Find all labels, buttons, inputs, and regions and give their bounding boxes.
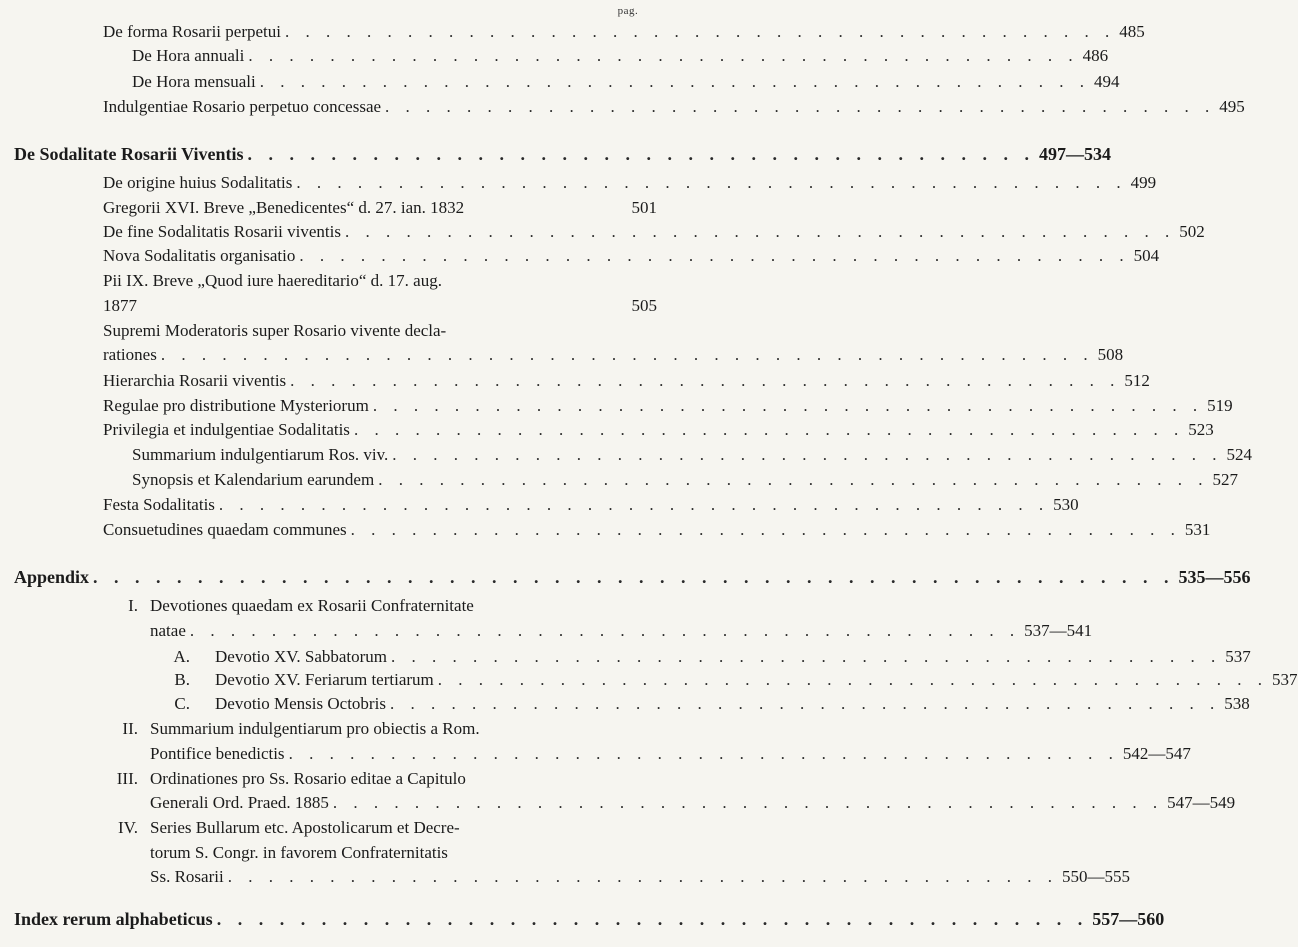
leader-dots: . . . . . . . . . . . . . . . . . . . . . . . . . . . . . . . . . . . . . . . . . bbox=[392, 445, 1223, 464]
toc-entry-page: 531 bbox=[1184, 520, 1211, 539]
toc-entry-page: 547—549 bbox=[1167, 793, 1236, 812]
leader-dots: . . . . . . . . . . . . . . . . . . . . . . . . . . . . . . . . . . . . . . bbox=[247, 144, 1035, 164]
page-column-label: pag. bbox=[617, 5, 639, 17]
section-title: De Sodalitate Rosarii Viventis bbox=[14, 144, 244, 164]
toc-entry bbox=[132, 445, 1252, 465]
toc-entry bbox=[103, 396, 1233, 416]
leader-dots: . . . . . . . . . . . . . . . . . . . . . . . . . . . . . . . . . . . . . . . . . bbox=[227, 867, 1058, 886]
toc-entry bbox=[132, 470, 1238, 490]
toc-entry-page: 504 bbox=[1133, 246, 1160, 265]
toc-entry bbox=[103, 246, 1160, 266]
leader-dots: . . . . . . . . . . . . . . . . . . . . . . . . . . . . . . . . . . . . . . . . . . bbox=[216, 909, 1089, 929]
leader-dots: . . . . . . . . . . . . . . . . . . . . . . . . . . . . . . . . . . . . . . . . . bbox=[296, 173, 1127, 192]
toc-entry bbox=[103, 371, 1150, 391]
toc-entry bbox=[103, 22, 1145, 42]
leader-dots: . . . . . . . . . . . . . . . . . . . . . . . . . . . . . . . . . . . . . . . . . bbox=[332, 793, 1164, 812]
appendix-subnumeral: B. bbox=[174, 670, 190, 689]
toc-entry-page: 501 bbox=[631, 198, 657, 217]
appendix-subnumeral: A. bbox=[173, 647, 190, 666]
toc-entry-page: 494 bbox=[1093, 72, 1120, 91]
toc-entry-label-line: Series Bullarum etc. Apostolicarum et Decre- bbox=[150, 818, 460, 837]
toc-entry-page: 537 bbox=[1225, 647, 1251, 666]
appendix-subnumeral: C. bbox=[174, 694, 190, 713]
leader-dots: . . . . . . . . . . . . . . . . . . . . . . . . . . . . . . . . . . . . . . . . . bbox=[385, 97, 1216, 116]
toc-entry-label: Festa Sodalitatis bbox=[103, 495, 215, 514]
appendix-numeral: I. bbox=[128, 596, 138, 615]
toc-entry-page: 485 bbox=[1119, 22, 1145, 41]
toc-entry-page: 502 bbox=[1179, 222, 1205, 241]
toc-entry-label: De fine Sodalitatis Rosarii viventis bbox=[103, 222, 341, 241]
toc-entry bbox=[132, 46, 1109, 66]
toc-entry bbox=[215, 647, 1251, 667]
toc-entry bbox=[103, 495, 1079, 515]
toc-entry-page: 486 bbox=[1082, 46, 1109, 65]
toc-entry-page: 505 bbox=[631, 296, 657, 315]
leader-dots: . . . . . . . . . . . . . . . . . . . . . . . . . . . . . . . . . . . . . . . . . bbox=[248, 46, 1079, 65]
leader-dots: . . . . . . . . . . . . . . . . . . . . . . . . . . . . . . . . . . . . . . . . . bbox=[259, 72, 1090, 91]
toc-entry bbox=[103, 296, 657, 316]
toc-entry-label: Nova Sodalitatis organisatio bbox=[103, 246, 296, 265]
toc-entry-page: 519 bbox=[1207, 396, 1233, 415]
toc-entry-page: 538 bbox=[1224, 694, 1250, 713]
toc-entry-label: Privilegia et indulgentiae Sodalitatis bbox=[103, 420, 350, 439]
toc-entry bbox=[103, 345, 1124, 365]
leader-dots: . . . . . . . . . . . . . . . . . . . . . . . . . . . . . . . . . . . . . . . . . bbox=[378, 470, 1209, 489]
toc-entry-label: Synopsis et Kalendarium earundem bbox=[132, 470, 375, 489]
toc-entry-label: Regulae pro distributione Mysteriorum bbox=[103, 396, 369, 415]
toc-entry-label-line: Pii IX. Breve „Quod iure haereditario“ d. 17. aug. bbox=[103, 271, 442, 290]
appendix-numeral: III. bbox=[116, 769, 138, 788]
toc-entry-page: 512 bbox=[1124, 371, 1150, 390]
toc-entry-label: Hierarchia Rosarii viventis bbox=[103, 371, 287, 390]
toc-entry-page: 537 bbox=[1272, 670, 1298, 689]
toc-entry bbox=[215, 670, 1298, 690]
toc-entry-page: 537—541 bbox=[1024, 621, 1093, 640]
toc-entry-label: De forma Rosarii perpetui bbox=[103, 22, 281, 41]
section-title: Appendix bbox=[14, 567, 90, 587]
toc-entry bbox=[103, 198, 657, 218]
leader-dots: . . . . . . . . . . . . . . . . . . . . . . . . . . . . . . . . . . . . . . . . . bbox=[391, 647, 1222, 666]
toc-entry-page: 530 bbox=[1053, 495, 1079, 514]
leader-dots: . . . . . . . . . . . . . . . . . . . . . . . . . . . . . . . . . . . . . . . . . . . . . . . . . . . . bbox=[93, 567, 1175, 587]
toc-section-heading bbox=[14, 144, 1111, 164]
section-page: 557—560 bbox=[1092, 909, 1165, 929]
section-title: Index rerum alphabeticus bbox=[14, 909, 213, 929]
leader-dots: . . . . . . . . . . . . . . . . . . . . . . . . . . . . . . . . . . . . . . . . . bbox=[288, 744, 1119, 763]
appendix-numeral: II. bbox=[122, 719, 138, 738]
leader-dots: . . . . . . . . . . . . . . . . . . . . . . . . . . . . . . . . . . . . . . . . . bbox=[350, 520, 1181, 539]
toc-entry-label-line: Summarium indulgentiarum pro obiectis a Rom. bbox=[150, 719, 480, 738]
toc-entry bbox=[103, 97, 1245, 117]
toc-entry-label: Summarium indulgentiarum Ros. viv. bbox=[132, 445, 389, 464]
toc-section-heading bbox=[14, 567, 1251, 587]
toc-entry bbox=[103, 222, 1205, 242]
toc-entry-label: Indulgentiae Rosario perpetuo concessae bbox=[103, 97, 382, 116]
toc-entry-page: 550—555 bbox=[1061, 867, 1130, 886]
toc-entry bbox=[103, 520, 1211, 540]
toc-entry-label-line: torum S. Congr. in favorem Confraternitatis bbox=[150, 843, 448, 862]
toc-entry-page: 523 bbox=[1188, 420, 1214, 439]
toc-entry-label: 1877 bbox=[103, 296, 137, 315]
toc-entry-page: 508 bbox=[1097, 345, 1124, 364]
section-page: 535—556 bbox=[1178, 567, 1251, 587]
leader-dots: . . . . . . . . . . . . . . . . . . . . . . . . . . . . . . . . . . . . . . . . . bbox=[437, 670, 1269, 689]
toc-entry-label: Gregorii XVI. Breve „Benedicentes“ d. 27. ian. 1832 bbox=[103, 198, 465, 217]
toc-entry-label-line: Supremi Moderatoris super Rosario vivente decla- bbox=[103, 321, 447, 340]
toc-entry-label: rationes bbox=[103, 345, 157, 364]
leader-dots: . . . . . . . . . . . . . . . . . . . . . . . . . . . . . . . . . . . . . . . . . bbox=[284, 22, 1116, 41]
toc-section-heading bbox=[14, 909, 1165, 929]
toc-entry-page: 542—547 bbox=[1122, 744, 1191, 763]
toc-entry-label: De Hora mensuali bbox=[132, 72, 256, 91]
toc-entry-label: Pontifice benedictis bbox=[150, 744, 285, 763]
section-page: 497—534 bbox=[1039, 144, 1111, 164]
toc-entry-label: Devotio XV. Feriarum tertiarum bbox=[215, 670, 434, 689]
toc-entry-label-line: Ordinationes pro Ss. Rosario editae a Capitulo bbox=[150, 769, 466, 788]
toc-entry-label: De Hora annuali bbox=[132, 46, 245, 65]
toc-entry bbox=[103, 420, 1214, 440]
toc-entry bbox=[150, 744, 1191, 764]
leader-dots: . . . . . . . . . . . . . . . . . . . . . . . . . . . . . . . . . . . . . . . . . bbox=[299, 246, 1130, 265]
toc-entry bbox=[103, 173, 1157, 193]
toc-entry bbox=[150, 621, 1093, 641]
leader-dots: . . . . . . . . . . . . . . . . . . . . . . . . . . . . . . . . . . . . . . . . . . . . . . bbox=[160, 345, 1094, 364]
leader-dots: . . . . . . . . . . . . . . . . . . . . . . . . . . . . . . . . . . . . . . . . . bbox=[218, 495, 1050, 514]
leader-dots: . . . . . . . . . . . . . . . . . . . . . . . . . . . . . . . . . . . . . . . . . bbox=[389, 694, 1221, 713]
toc-entry-label-line: Devotiones quaedam ex Rosarii Confraternitate bbox=[150, 596, 474, 615]
leader-dots: . . . . . . . . . . . . . . . . . . . . . . . . . . . . . . . . . . . . . . . . . bbox=[372, 396, 1204, 415]
appendix-numeral: IV. bbox=[118, 818, 138, 837]
leader-dots: . . . . . . . . . . . . . . . . . . . . . . . . . . . . . . . . . . . . . . . . . bbox=[353, 420, 1185, 439]
toc-entry-label: Ss. Rosarii bbox=[150, 867, 224, 886]
toc-entry bbox=[215, 694, 1250, 714]
toc-entry-label: De origine huius Sodalitatis bbox=[103, 173, 293, 192]
toc-entry-label: Devotio XV. Sabbatorum bbox=[215, 647, 388, 666]
toc-entry-page: 499 bbox=[1130, 173, 1157, 192]
toc-entry-label: natae bbox=[150, 621, 186, 640]
toc-entry bbox=[150, 793, 1236, 813]
toc-entry-page: 527 bbox=[1212, 470, 1238, 489]
toc-entry bbox=[132, 72, 1120, 92]
toc-entry-label: Consuetudines quaedam communes bbox=[103, 520, 347, 539]
leader-dots: . . . . . . . . . . . . . . . . . . . . . . . . . . . . . . . . . . . . . . . . . bbox=[189, 621, 1021, 640]
toc-entry bbox=[150, 867, 1130, 887]
toc-entry-page: 524 bbox=[1226, 445, 1252, 464]
toc-entry-page: 495 bbox=[1219, 97, 1245, 116]
toc-entry-label: Devotio Mensis Octobris bbox=[215, 694, 386, 713]
leader-dots: . . . . . . . . . . . . . . . . . . . . . . . . . . . . . . . . . . . . . . . . . bbox=[290, 371, 1121, 390]
leader-dots: . . . . . . . . . . . . . . . . . . . . . . . . . . . . . . . . . . . . . . . . . bbox=[344, 222, 1176, 241]
toc-entry-label: Generali Ord. Praed. 1885 bbox=[150, 793, 329, 812]
